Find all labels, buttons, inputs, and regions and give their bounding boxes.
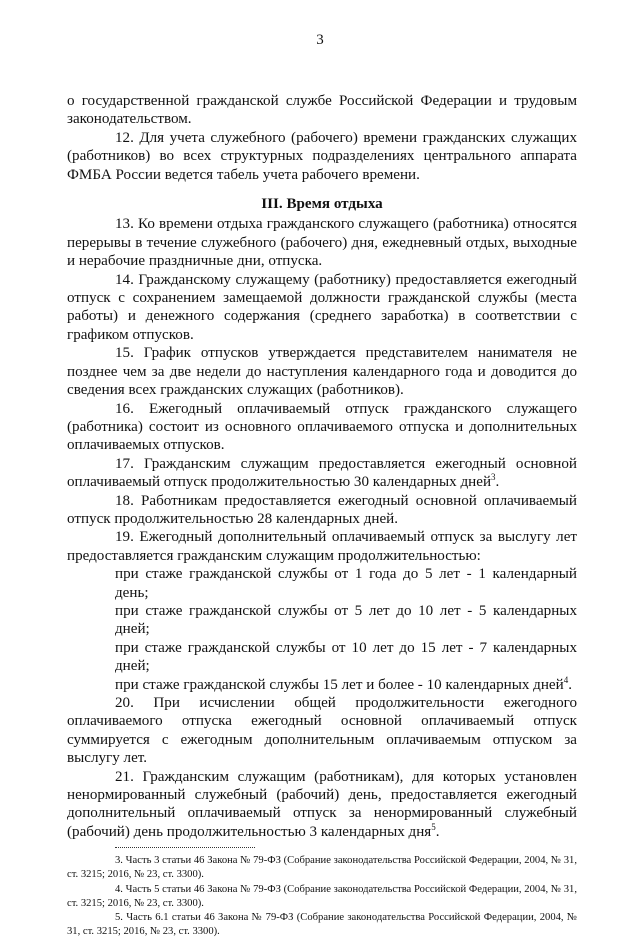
footnote-4-num: 4. — [115, 883, 123, 895]
footnote-3-text: Часть 3 статьи 46 Закона № 79-ФЗ (Собрание законодательства Российской Федерации, 2004, № 31, ст. 3215; 2016, № 23, ст. 3300). — [67, 855, 577, 881]
paragraph-21-text: 21. Гражданским служащим (работникам), для которых установлен ненормированный служебный (рабочий) день, предоставляется ежегодный дополнительный оплачиваемый отпуск за ненормированный служебный (рабочий) день продолжительностью 3 календарных дня — [67, 768, 577, 840]
footnote-5 — [67, 911, 577, 939]
paragraph-21 — [67, 768, 577, 842]
paragraph-17-end: . — [495, 474, 500, 491]
continuation-paragraph: о государственной гражданской службе Российской Федерации и трудовым законодательством. — [67, 93, 577, 128]
p19-item-1: при стаже гражданской службы от 1 года до 5 лет - 1 календарный день; — [115, 566, 577, 601]
footnote-separator — [115, 847, 255, 848]
p19-item-4 — [67, 676, 577, 694]
footnote-4 — [67, 883, 577, 911]
paragraph-17 — [67, 455, 577, 492]
footnote-ref-4[interactable]: 4 — [563, 674, 569, 685]
paragraph-17-text: 17. Гражданским служащим предоставляется ежегодный основной оплачиваемый отпуск продолжительностью 30 календарных дней — [67, 455, 577, 491]
paragraph-13: 13. Ко времени отдыха гражданского служащего (работника) относятся перерывы в течение служебного (рабочего) дня, ежедневный отдых, выходные и нерабочие праздничные дни, отпуска. — [67, 216, 577, 270]
paragraph-14: 14. Гражданскому служащему (работнику) предоставляется ежегодный отпуск с сохранением замещаемой должности гражданской службы (места работы) и денежного содержания (среднего заработка) в соответствии с графиком отпусков. — [67, 271, 577, 343]
paragraph-18: 18. Работникам предоставляется ежегодный основной оплачиваемый отпуск продолжительностью 28 календарных дней. — [67, 492, 577, 527]
document-body — [67, 92, 577, 939]
paragraph-20: 20. При исчислении общей продолжительности ежегодного оплачиваемого отпуска ежегодный основной оплачиваемый отпуск суммируется с ежегодным дополнительным оплачиваемым отпуском за выслугу лет. — [67, 695, 577, 767]
paragraph-12: 12. Для учета служебного (рабочего) времени гражданских служащих (работников) во всех структурных подразделениях центрального аппарата ФМБА России ведется табель учета рабочего времени. — [67, 129, 577, 183]
page-number: 3 — [316, 32, 324, 48]
footnote-5-text: Часть 6.1 статьи 46 Закона № 79-ФЗ (Собрание законодательства Российской Федерации, 2004, № 31, ст. 3215; 2016, № 23, ст. 3300). — [67, 912, 577, 938]
paragraph-16: 16. Ежегодный оплачиваемый отпуск гражданского служащего (работника) состоит из основного оплачиваемого отпуска и дополнительных оплачиваемых отпусков. — [67, 400, 577, 454]
paragraph-15: 15. График отпусков утверждается представителем нанимателя не позднее чем за две недели до наступления календарного года и доводится до сведения всех гражданских служащих (работников). — [67, 345, 577, 399]
paragraph-21-end: . — [435, 823, 440, 840]
footnote-3 — [67, 854, 577, 882]
footnote-3-num: 3. — [115, 855, 123, 867]
p19-item-4-end: . — [568, 676, 572, 693]
footnote-4-text: Часть 5 статьи 46 Закона № 79-ФЗ (Собрание законодательства Российской Федерации, 2004, № 31, ст. 3215; 2016, № 23, ст. 3300). — [67, 883, 577, 909]
p19-item-3: при стаже гражданской службы от 10 лет до 15 лет - 7 календарных дней; — [115, 639, 577, 675]
footnote-ref-5[interactable]: 5 — [431, 821, 436, 832]
p19-item-2: при стаже гражданской службы от 5 лет до 10 лет - 5 календарных дней; — [115, 602, 577, 638]
footnote-5-num: 5. — [115, 912, 123, 924]
paragraph-19: 19. Ежегодный дополнительный оплачиваемый отпуск за выслугу лет предоставляется гражданским служащим продолжительностью: — [67, 529, 577, 564]
p19-item-4-text: при стаже гражданской службы 15 лет и более - 10 календарных дней — [115, 676, 564, 693]
footnote-ref-3[interactable]: 3 — [491, 472, 496, 483]
section-heading: III. Время отдыха — [261, 196, 383, 213]
